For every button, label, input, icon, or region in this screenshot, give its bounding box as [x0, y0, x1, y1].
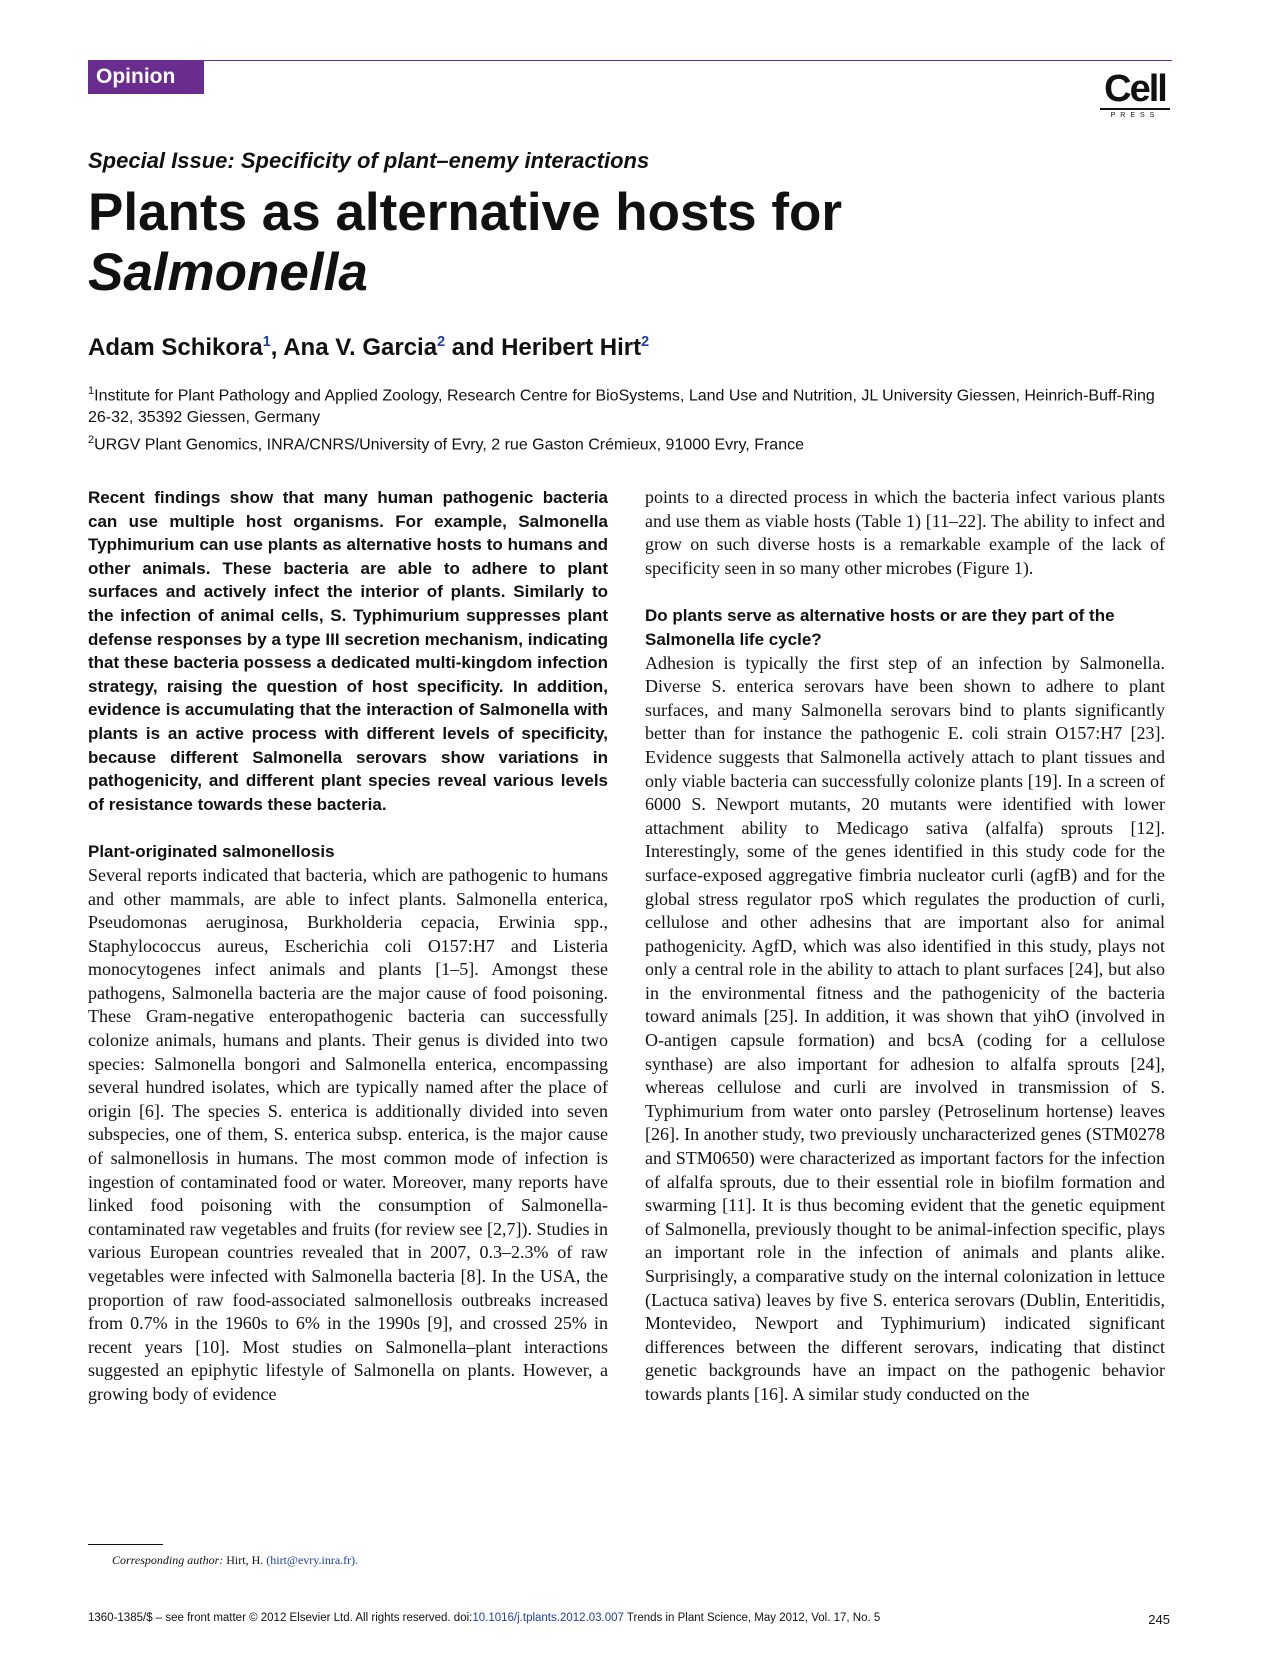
affiliation-1-marker: 1: [88, 385, 95, 397]
affiliation-2-text: URGV Plant Genomics, INRA/CNRS/University of Evry, 2 rue Gaston Crémieux, 91000 Evry, France: [94, 436, 804, 454]
copyright-text: 1360-1385/$ – see front matter © 2012 Elsevier Ltd. All rights reserved. doi:: [88, 1612, 473, 1624]
journal-citation: Trends in Plant Science, May 2012, Vol. 17, No. 5: [623, 1612, 881, 1624]
title-line-1: Plants as alternative hosts for: [88, 183, 843, 242]
section-heading: Do plants serve as alternative hosts or are they part of the Salmonella life cycle?: [645, 606, 1115, 649]
header-rule: [204, 60, 1172, 61]
body-text: Several reports indicated that bacteria, which are pathogenic to humans and other mammals, are able to infect plants. Salmonella enterica, Pseudomonas aeruginosa, Burkholderia cepacia, Erwinia spp., Staphylococcus aureus, Escherichia coli O157:H7 and Listeria monocytogenes infect animals and plants [1–5]. Amongst these pathogens, Salmonella bacteria are the major cause of food poisoning. These Gram-negative enteropathogenic bacteria can successfully colonize animals, humans and plants. Their genus is divided into two species: Salmonella bongori and Salmonella enterica, encompassing several hundred isolates, which are typically named after the place of origin [6]. The species S. enterica is additionally divided into seven subspecies, one of them, S. enterica subsp. enterica, is the major cause of salmonellosis in humans. The most common mode of infection is ingestion of contaminated food or water. Moreover, many reports have linked food poisoning with the consumption of Salmonella-contaminated raw vegetables and fruits (for review see [2,7]). Studies in various European countries revealed that in 2007, 0.3–2.3% of raw vegetables were infected with Salmonella bacteria [8]. In the USA, the proportion of raw food-associated salmonellosis outbreaks increased from 0.7% in the 1960s to 6% in the 1990s [9], and crossed 25% in recent years [10]. Most studies on Salmonella–plant interactions suggested an epiphytic lifestyle of Salmonella on plants. However, a growing body of evidence: [88, 864, 608, 1404]
body-text-intro: points to a directed process in which the bacteria infect various plants and use them as viable hosts (Table 1) [11–22]. The ability to infect and grow on such diverse hosts is a remarkable example of the lack of specificity seen in so many other microbes (Figure 1).: [645, 487, 1165, 578]
page-number: 245: [1148, 1612, 1170, 1627]
left-column: [88, 486, 608, 1407]
footnote-rule: [88, 1544, 163, 1545]
author-email-link[interactable]: (hirt@evry.inra.fr).: [266, 1553, 359, 1567]
article-title: [88, 183, 1088, 303]
author-list: [88, 334, 649, 362]
section-badge: Opinion: [88, 60, 204, 94]
footnote-label: Corresponding author:: [112, 1553, 224, 1567]
page-footer: [88, 1612, 1170, 1627]
body-text: Adhesion is typically the first step of an infection by Salmonella. Diverse S. enterica serovars have been shown to adhere to plant surfaces, and many Salmonella serovars bind to plants significantly better than for instance the pathogenic E. coli strain O157:H7 [23]. Evidence suggests that Salmonella actively attach to plant tissues and only viable bacteria can successfully colonize plants [19]. In a screen of 6000 S. Newport mutants, 20 mutants were identified with lower attachment ability to Medicago sativa (alfalfa) sprouts [12]. Interestingly, some of the genes identified in this study code for the surface-exposed aggregative fimbria nucleator curli (agfB) and for the global stress regulator rpoS which regulates the production of curli, cellulose and other adhesins that are important also for animal pathogenicity. AgfD, which was also identified in this study, plays not only a central role in the ability to attach to plant surfaces [24], but also in the environmental fitness and the pathogenicity of the bacteria toward animals [25]. In addition, it was shown that yihO (involved in O-antigen capsule formation) and bcsA (coding for a cellulose synthase) are also important for adhesion to alfalfa sprouts [24], whereas cellulose and curli are involved in transmission of S. Typhimurium from water onto parsley (Petroselinum hortense) leaves [26]. In another study, two previously uncharacterized genes (STM0278 and STM0650) were characterized as important factors for the infection of alfalfa sprouts, due to their essential role in biofilm formation and swarming [11]. It is thus becoming evident that the genetic equipment of Salmonella, previously thought to be animal-infection specific, plays an important role in the infection of animals and plants alike. Surprisingly, a comparative study on the internal colonization in lettuce (Lactuca sativa) leaves by five S. enterica serovars (Dublin, Enteritidis, Montevideo, Newport and Typhimurium) indicated significant differences between the different serovars, indicating that distinct genetic backgrounds have an impact on the pathogenic behavior towards plants [16]. A similar study conducted on the: [645, 652, 1165, 1404]
corresponding-author: [112, 1553, 358, 1568]
affiliation-2: [88, 429, 1178, 456]
logo-sub: PRESS: [1100, 108, 1170, 121]
special-issue-label: Special Issue: Specificity of plant–enemy interactions: [88, 148, 650, 173]
right-column: [645, 486, 1165, 1407]
section-heading: Plant-originated salmonellosis: [88, 842, 335, 862]
author-1-affiliation-link[interactable]: 1: [262, 334, 271, 350]
affiliation-1-text: Institute for Plant Pathology and Applied Zoology, Research Centre for BioSystems, Land Use and Nutrition, JL University Giessen, Heinrich-Buff-Ring 26-32, 35392 Giessen, Germany: [88, 387, 1155, 427]
footnote-name: Hirt, H.: [226, 1553, 264, 1567]
author-3: and Heribert Hirt: [445, 334, 642, 361]
author-1: Adam Schikora: [88, 334, 263, 361]
affiliations: [88, 380, 1178, 457]
author-2: , Ana V. Garcia: [270, 334, 438, 361]
affiliation-2-marker: 2: [88, 434, 95, 447]
doi-link[interactable]: 10.1016/j.tplants.2012.03.007: [472, 1612, 624, 1624]
author-3-affiliation-link[interactable]: 2: [641, 334, 650, 350]
affiliation-1: [88, 380, 1178, 429]
author-2-affiliation-link[interactable]: 2: [437, 334, 446, 350]
title-line-2: Salmonella: [88, 243, 368, 302]
abstract: Recent findings show that many human pathogenic bacteria can use multiple host organisms. For example, Salmonella Typhimurium can use plants as alternative hosts to humans and other animals. These bacteria are able to adhere to plant surfaces and actively infect the interior of plants. Similarly to the infection of animal cells, S. Typhimurium suppresses plant defense responses by a type III secretion mechanism, indicating that these bacteria possess a dedicated multi-kingdom infection strategy, raising the question of host specificity. In addition, evidence is accumulating that the interaction of Salmonella with plants is an active process with different levels of specificity, because different Salmonella serovars show variations in pathogenicity, and different plant species reveal various levels of resistance towards these bacteria.: [88, 488, 608, 814]
cell-press-logo: [1100, 70, 1170, 121]
logo-main: Cell: [1104, 68, 1166, 110]
